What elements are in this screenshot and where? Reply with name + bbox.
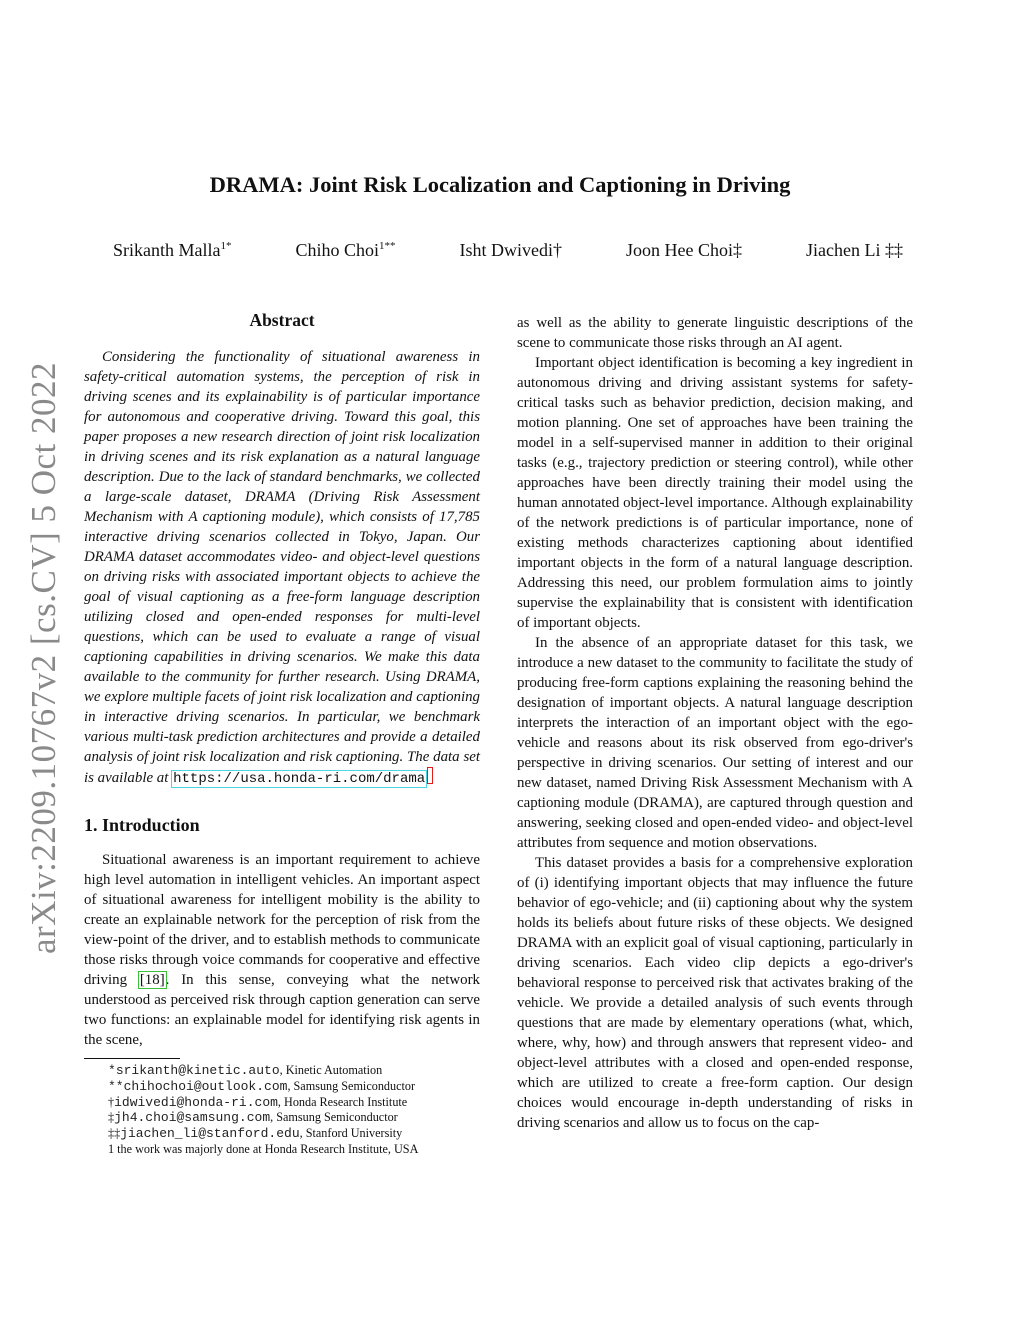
footnote: *srikanth@kinetic.auto, Kinetic Automation <box>108 1063 383 1078</box>
footnote-divider <box>84 1058 180 1059</box>
introduction-heading: 1. Introduction <box>84 815 200 835</box>
paper-title: DRAMA: Joint Risk Localization and Captioning in Driving <box>209 172 791 197</box>
link-border-marker <box>427 767 433 784</box>
author: Srikanth Malla$^{1*}$ <box>113 240 232 260</box>
footnotes <box>84 1063 480 1158</box>
body-paragraph: Important object identification is becoming a key ingredient in autonomous driving and driving assistant systems for safety-critical tasks such as behavior prediction, decision making, and motion planning. One set of approaches have been training the model in a self-supervised manner in addition to their original tasks (e.g., trajectory prediction or steering control), while other approaches have been directly training their model using the human annotated object-level importance. Although explainability of the network predictions is of particular importance, none of existing methods characterizes captioning about identified important objects in the form of a natural language description. Addressing this need, our problem formulation aims to jointly supervise the explainability that is consistent with identification of important objects. <box>517 355 913 631</box>
author: Chiho Choi$^{1**}$ <box>295 240 396 260</box>
footnote: 1 the work was majorly done at Honda Research Institute, USA <box>108 1141 419 1156</box>
author: Joon Hee Choi‡ <box>626 240 742 260</box>
footnote: ‡‡jiachen_li@stanford.edu, Stanford University <box>108 1126 403 1142</box>
citation-link[interactable]: [18] <box>139 972 165 988</box>
author: Isht Dwivedi† <box>459 240 562 260</box>
arxiv-identifier <box>22 358 66 958</box>
right-column <box>517 313 913 1133</box>
author: Jiachen Li ‡‡ <box>806 240 903 260</box>
abstract-text: Considering the functionality of situational awareness in safety-critical automation systems, the perception of risk in driving scenes and its explainability is of particular importance for autonomous and cooperative driving. Toward this goal, this paper proposes a new research direction of joint risk localization in driving scenes and its risk explanation as a natural language description. Due to the lack of standard benchmarks, we collected a large-scale dataset, DRAMA (Driving Risk Assessment Mechanism with A captioning module), which consists of 17,785 interactive driving scenarios collected in Tokyo, Japan. Our DRAMA dataset accommodates video- and object-level questions on driving risks with associated important objects to achieve the goal of visual captioning as a free-form language description utilizing closed and open-ended responses for multi-level questions, which can be used to evaluate a range of visual captioning capabilities in driving scenarios. We make this data available to the community for further research. Using DRAMA, we explore multiple facets of joint risk localization and captioning in interactive driving scenarios. In particular, we benchmark various multi-task prediction architectures and provide a detailed analysis of joint risk localization and risk captioning. The data set is available at https://usa.honda-ri.com/drama <box>84 349 480 787</box>
left-column <box>84 310 480 1158</box>
body-paragraph: This dataset provides a basis for a comprehensive exploration of (i) identifying important objects that may influence the future behavior of ego-vehicle; and (ii) captioning about why the system holds its beliefs about future risks of these objects. We designed DRAMA with an explicit goal of visual captioning, particularly in driving scenarios. Each video clip depicts a ego-driver's behavioral response to perceived risk that activates braking of the vehicle. We provide a detailed analysis of such events through questions that are made by elementary operations (what, which, where, why, how) and through answers that represent video- and object-level attributes with a closed and open-ended response, which are utilized to create a free-form caption. Our design choices would encourage in-depth understanding of risks in driving scenarios and allow us to focus on the cap- <box>517 855 913 1131</box>
dataset-link[interactable]: https://usa.honda-ri.com/drama <box>173 771 426 787</box>
arxiv-identifier-text: arXiv:2209.10767v2 [cs.CV] 5 Oct 2022 <box>24 361 64 955</box>
introduction-paragraph: Situational awareness is an important requirement to achieve high level automation in intelligent vehicles. An important aspect of situational awareness for intelligent mobility is the ability to create an explainable network for the perception of risk from the view-point of the driver, and to establish methods to communicate those risks through voice commands for cooperative and effective driving [18]. In this sense, conveying what the network understood as perceived risk through caption generation can serve two functions: an explainable model for identifying risk agents in the scene, <box>84 852 480 1048</box>
author-list <box>113 240 903 261</box>
body-paragraph: as well as the ability to generate linguistic descriptions of the scene to communicate those risks through an AI agent. <box>517 315 913 351</box>
body-paragraph: In the absence of an appropriate dataset for this task, we introduce a new dataset to the community to facilitate the study of producing free-form captions explaining the reasoning behind the designation of important objects. A natural language description interprets the interaction of an important object with the ego-vehicle and reasons about its risk observed from ego-driver's perspective in driving scenarios. Our setting of interest and our new dataset, named Driving Risk Assessment Mechanism with A captioning module (DRAMA), are captured through question and answering, seeking closed and open-ended video- and object-level attributes from sequence and motion observations. <box>517 635 913 851</box>
abstract-heading: Abstract <box>249 310 315 330</box>
footnote: †idwivedi@honda-ri.com, Honda Research Institute <box>108 1094 408 1110</box>
footnote: ‡jh4.choi@samsung.com, Samsung Semiconductor <box>108 1110 398 1126</box>
footnote: **chihochoi@outlook.com, Samsung Semiconductor <box>108 1078 416 1094</box>
